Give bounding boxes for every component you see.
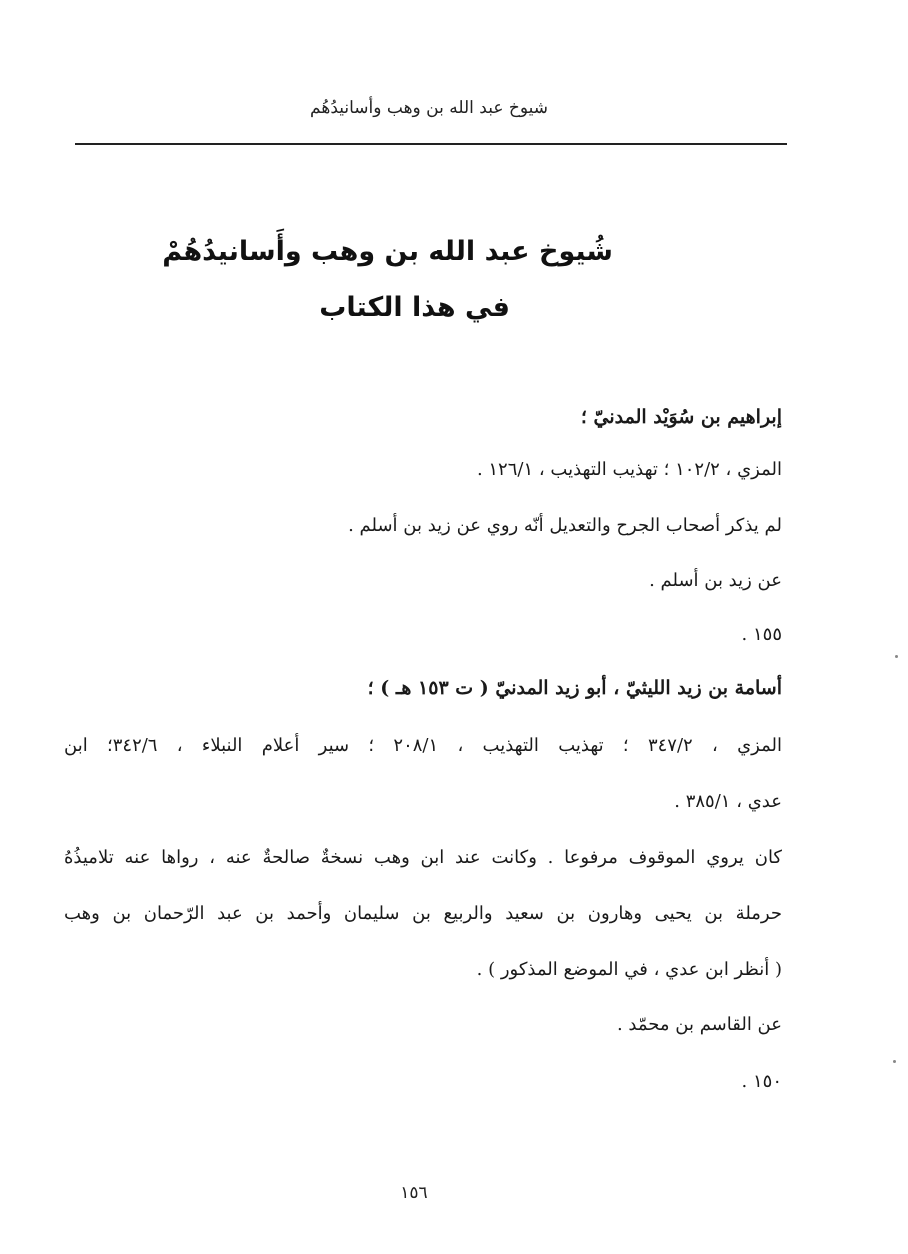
entry-heading: أسامة بن زيد الليثيّ ، أبو زيد المدنيّ ( ت ١٥٣ هـ ) ؛ [367,677,782,699]
scan-speck [893,1060,896,1063]
entry-note-continued: حرملة بن يحيى وهارون بن سعيد والربيع بن سليمان وأحمد بن عبد الرّحمان بن وهب [64,903,782,924]
entry-narration-source: عن القاسم بن محمّد . [616,1014,782,1035]
header-rule [75,143,787,145]
entry-reference-continued: عدي ، ٣٨٥/١ . [674,791,782,812]
entry-hadith-number: ١٥٠ . [741,1071,782,1092]
entry-note: لم يذكر أصحاب الجرح والتعديل أنّه روي عن زيد بن أسلم . [348,515,782,536]
entry-note-citation: ( أنظر ابن عدي ، في الموضع المذكور ) . [476,959,782,980]
entry-heading: إبراهيم بن سُوَيْد المدنيّ ؛ [580,406,782,428]
scan-speck [895,655,898,658]
page-number: ١٥٦ [400,1183,428,1203]
entry-hadith-number: ١٥٥ . [741,624,782,645]
entry-reference: المزي ، ١٠٢/٢ ؛ تهذيب التهذيب ، ١٢٦/١ . [476,459,782,480]
chapter-title-line-2: في هذا الكتاب [319,292,510,323]
chapter-title-line-1: شُيوخ عبد الله بن وهب وأَسانيدُهُمْ [162,236,613,267]
entry-note: كان يروي الموقوف مرفوعا . وكانت عند ابن وهب نسخةٌ صالحةٌ عنه ، رواها عنه تلاميذُهُ [64,847,782,868]
entry-reference: المزي ، ٣٤٧/٢ ؛ تهذيب التهذيب ، ٢٠٨/١ ؛ سير أعلام النبلاء ، ٣٤٢/٦؛ ابن [64,735,782,756]
running-header: شيوخ عبد الله بن وهب وأسانيدُهُم [310,98,548,118]
entry-narration-source: عن زيد بن أسلم . [649,570,782,591]
